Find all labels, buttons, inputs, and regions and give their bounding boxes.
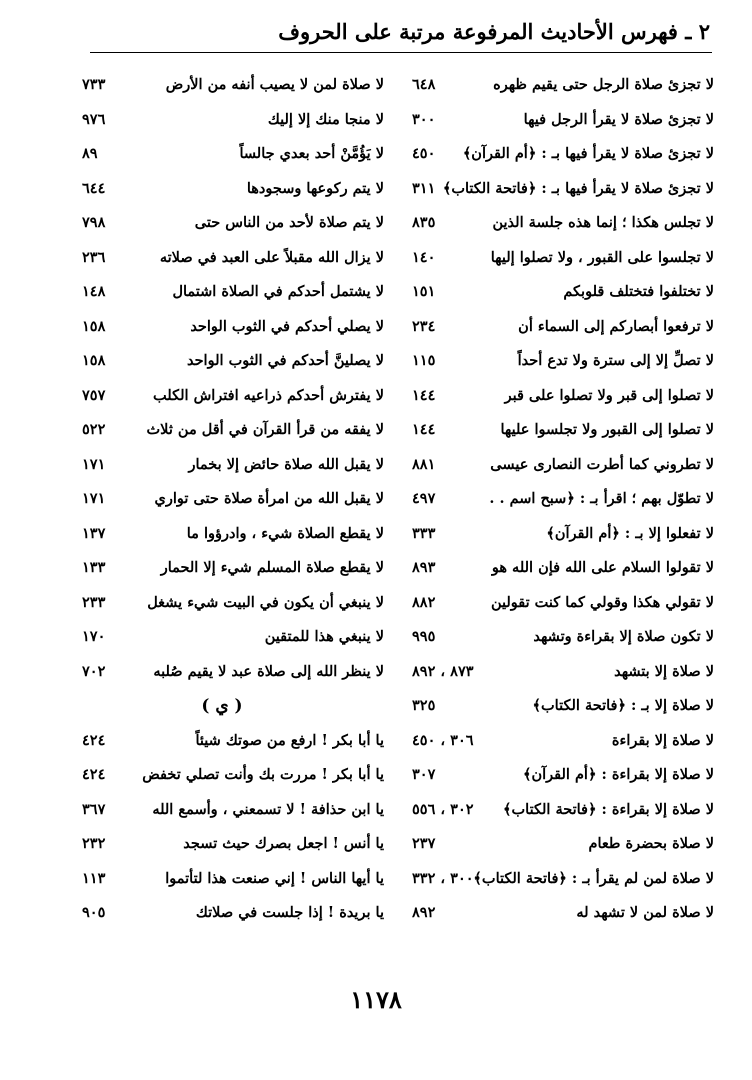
index-entry — [390, 793, 714, 828]
hadith-text: لا يَؤُمَّنْ أحد بعدي جالساً — [239, 145, 384, 162]
hadith-text: لا تجلسوا على القبور ، ولا تصلوا إليها — [490, 248, 714, 266]
header-divider — [90, 52, 712, 53]
index-entry — [390, 586, 714, 621]
index-entry — [60, 862, 384, 897]
hadith-text: لا تفعلوا إلا بـ : ﴿أم القرآن﴾ — [546, 524, 714, 542]
hadith-text: لا يفترش أحدكم ذراعيه افتراش الكلب — [153, 386, 384, 404]
page-reference: ٩٩٥ — [412, 628, 436, 645]
index-entry — [390, 655, 714, 690]
index-entry — [390, 413, 714, 448]
hadith-text: يا أبا بكر ! ارفع من صوتك شيئاً — [195, 731, 384, 749]
hadith-text: يا أنس ! اجعل بصرك حيث تسجد — [183, 835, 384, 852]
index-entry — [60, 241, 384, 276]
page-reference: ٢٣٦ — [82, 248, 106, 266]
page-reference: ٥٢٢ — [82, 421, 106, 438]
right-index-column — [390, 68, 714, 931]
index-entry — [390, 689, 714, 724]
index-entry — [60, 586, 384, 621]
page-reference: ١٧١ — [82, 455, 106, 473]
page-reference: ١١٣ — [82, 869, 106, 887]
hadith-text: لا صلاة لمن لم يقرأ بـ : ﴿فاتحة الكتاب﴾ — [473, 869, 714, 887]
index-entry — [390, 379, 714, 414]
hadith-text: لا منجا منك إلا إليك — [267, 110, 384, 128]
index-entry — [390, 172, 714, 207]
index-entry — [60, 827, 384, 862]
page-reference: ٧٠٢ — [82, 662, 106, 680]
index-entry — [60, 620, 384, 655]
index-entry — [390, 482, 714, 517]
index-entry — [390, 896, 714, 931]
page-reference: ٦٤٨ — [412, 76, 436, 93]
index-entry — [60, 448, 384, 483]
index-entry — [390, 310, 714, 345]
hadith-text: لا يشتمل أحدكم في الصلاة اشتمال — [172, 283, 384, 300]
hadith-text: لا صلاة إلا بتشهد — [614, 662, 714, 680]
page-reference: ٢٣٣ — [82, 593, 106, 611]
page-reference: ٨٩٣ — [412, 559, 436, 576]
page-reference: ١٤٤ — [412, 421, 436, 438]
page-reference: ٨٨٢ — [412, 593, 436, 611]
hadith-text: لا تقولوا السلام على الله فإن الله هو — [491, 559, 714, 576]
index-entry — [60, 103, 384, 138]
hadith-text: لا صلاة إلا بقراءة : ﴿فاتحة الكتاب﴾ — [503, 800, 714, 818]
page-reference: ٤٢٤ — [82, 766, 106, 783]
index-entry — [60, 275, 384, 310]
page-reference: ٨٩ — [82, 145, 98, 162]
hadith-text: لا يصلينَّ أحدكم في الثوب الواحد — [186, 352, 384, 369]
hadith-text: يا بريدة ! إذا جلست في صلاتك — [195, 904, 384, 921]
page-reference: ٣٢٥ — [412, 697, 436, 714]
index-entry — [390, 241, 714, 276]
page-reference: ١٣٧ — [82, 524, 106, 542]
index-entry — [390, 827, 714, 862]
page-reference: ٣١١ — [412, 179, 436, 197]
page-reference: ٤٢٤ — [82, 731, 106, 749]
page-reference: ٩٠٥ — [82, 904, 106, 921]
index-entry — [390, 517, 714, 552]
hadith-text: لا يزال الله مقبلاً على العبد في صلاته — [159, 248, 384, 266]
index-entry — [60, 172, 384, 207]
index-entry — [390, 137, 714, 172]
section-heading-label: ( ي ) — [201, 696, 243, 716]
section-heading — [60, 689, 384, 724]
page-reference: ١٥٨ — [82, 317, 106, 335]
hadith-text: لا يفقه من قرأ القرآن في أقل من ثلاث — [146, 421, 384, 438]
index-entry — [60, 206, 384, 241]
index-entry — [60, 137, 384, 172]
hadith-text: لا يقطع صلاة المسلم شيء إلا الحمار — [160, 559, 384, 576]
hadith-text: لا تجزئ صلاة لا يقرأ فيها بـ : ﴿فاتحة الكتاب﴾ — [442, 179, 714, 197]
page-reference: ٨٨١ — [412, 455, 436, 473]
hadith-text: لا تكون صلاة إلا بقراءة وتشهد — [533, 628, 714, 645]
hadith-text: لا تصلِّ إلا إلى سترة ولا تدع أحداً — [517, 352, 714, 369]
index-entry — [390, 103, 714, 138]
page-reference: ٣٠٢ ، ٥٥٦ — [412, 800, 474, 818]
index-entry — [60, 655, 384, 690]
page-reference: ٦٤٤ — [82, 179, 106, 197]
page-reference: ٣٠٠ — [412, 110, 436, 128]
page-reference: ٣٠٧ — [412, 766, 436, 783]
hadith-text: لا ينظر الله إلى صلاة عبد لا يقيم صُلبه — [153, 662, 384, 680]
hadith-text: لا تصلوا إلى القبور ولا تجلسوا عليها — [500, 421, 714, 438]
index-entry — [60, 379, 384, 414]
page-reference: ١٥١ — [412, 283, 436, 300]
index-entry — [60, 793, 384, 828]
index-entry — [390, 551, 714, 586]
page-reference: ٢٣٧ — [412, 835, 436, 852]
left-index-column — [60, 68, 384, 931]
hadith-text: لا صلاة لمن لا تشهد له — [576, 904, 714, 921]
page-reference: ٧٩٨ — [82, 214, 106, 231]
hadith-text: لا صلاة إلا بـ : ﴿فاتحة الكتاب﴾ — [532, 697, 714, 714]
hadith-text: يا ابن حذافة ! لا تسمعني ، وأسمع الله — [152, 800, 384, 818]
hadith-text: لا تطروني كما أطرت النصارى عيسى — [490, 455, 714, 473]
page-reference: ٧٥٧ — [82, 386, 106, 404]
index-entry — [60, 758, 384, 793]
page-reference: ٨٣٥ — [412, 214, 436, 231]
hadith-text: لا يقبل الله من امرأة صلاة حتى تواري — [154, 490, 384, 507]
page-reference: ٣٠٦ ، ٤٥٠ — [412, 731, 474, 749]
page-reference: ٣٣٣ — [412, 524, 436, 542]
page-reference: ٨٧٣ ، ٨٩٢ — [412, 662, 474, 680]
hadith-text: لا صلاة إلا بقراءة : ﴿أم القرآن﴾ — [522, 766, 714, 783]
page-reference: ٤٥٠ — [412, 145, 436, 162]
page-reference: ١٣٣ — [82, 559, 106, 576]
index-entry — [390, 724, 714, 759]
index-entry — [390, 68, 714, 103]
hadith-text: لا تجزئ صلاة الرجل حتى يقيم ظهره — [493, 76, 714, 93]
hadith-text: لا يقطع الصلاة شيء ، وادرؤوا ما — [186, 524, 384, 542]
hadith-text: لا صلاة بحضرة طعام — [588, 835, 714, 852]
page-reference: ٩٧٦ — [82, 110, 106, 128]
hadith-text: لا تطوّل بهم ؛ اقرأ بـ : ﴿سبح اسم . . — [489, 490, 714, 507]
page-reference: ١٥٨ — [82, 352, 106, 369]
page-reference: ٣٠٠ ، ٣٣٢ — [412, 869, 474, 887]
page-reference: ٤٩٧ — [412, 490, 436, 507]
page-title: ٢ ـ فهرس الأحاديث المرفوعة مرتبة على الحروف — [278, 19, 710, 44]
index-entry — [390, 620, 714, 655]
hadith-text: لا ينبغي هذا للمتقين — [264, 628, 384, 645]
page-reference: ١٧١ — [82, 490, 106, 507]
index-entry — [390, 344, 714, 379]
hadith-text: لا يقبل الله صلاة حائض إلا بخمار — [188, 455, 384, 473]
page-reference: ١٤٤ — [412, 386, 436, 404]
hadith-text: لا صلاة لمن لا يصيب أنفه من الأرض — [165, 76, 384, 93]
page-reference: ١١٥ — [412, 352, 436, 369]
hadith-text: لا ترفعوا أبصاركم إلى السماء أن — [518, 317, 714, 335]
hadith-text: لا تصلوا إلى قبر ولا تصلوا على قبر — [504, 386, 714, 404]
page-reference: ١٧٠ — [82, 628, 106, 645]
index-entry — [60, 68, 384, 103]
index-entry — [60, 310, 384, 345]
index-entry — [60, 482, 384, 517]
index-entry — [390, 758, 714, 793]
page-reference: ٢٣٤ — [412, 317, 436, 335]
page-number: ١١٧٨ — [350, 985, 402, 1014]
index-entry — [60, 896, 384, 931]
page-reference: ١٤٠ — [412, 248, 436, 266]
hadith-text: يا أبا بكر ! مررت بك وأنت تصلي تخفض — [142, 766, 384, 783]
hadith-text: لا ينبغي أن يكون في البيت شيء يشغل — [147, 593, 384, 611]
hadith-text: لا تختلفوا فتختلف قلوبكم — [563, 283, 714, 300]
index-entry — [390, 862, 714, 897]
hadith-text: لا تجلس هكذا ؛ إنما هذه جلسة الذين — [492, 214, 714, 231]
index-entry — [390, 275, 714, 310]
index-entry — [60, 413, 384, 448]
hadith-text: لا يصلي أحدكم في الثوب الواحد — [190, 317, 384, 335]
hadith-text: لا صلاة إلا بقراءة — [611, 731, 714, 749]
hadith-text: لا يتم ركوعها وسجودها — [246, 179, 384, 197]
index-entry — [60, 551, 384, 586]
page-reference: ٨٩٢ — [412, 904, 436, 921]
index-entry — [60, 724, 384, 759]
index-entry — [60, 517, 384, 552]
index-entry — [390, 206, 714, 241]
hadith-text: لا يتم صلاة لأحد من الناس حتى — [194, 214, 384, 231]
page-reference: ٢٣٢ — [82, 835, 106, 852]
index-entry — [390, 448, 714, 483]
hadith-text: لا تقولي هكذا وقولي كما كنت تقولين — [490, 593, 714, 611]
index-entry — [60, 344, 384, 379]
hadith-text: لا تجزئ صلاة لا يقرأ فيها بـ : ﴿أم القرآن﴾ — [462, 145, 714, 162]
page-reference: ٧٣٣ — [82, 76, 106, 93]
page-reference: ٣٦٧ — [82, 800, 106, 818]
hadith-text: لا تجزئ صلاة لا يقرأ الرجل فيها — [523, 110, 714, 128]
page-reference: ١٤٨ — [82, 283, 106, 300]
hadith-text: يا أيها الناس ! إني صنعت هذا لتأتموا — [165, 869, 384, 887]
